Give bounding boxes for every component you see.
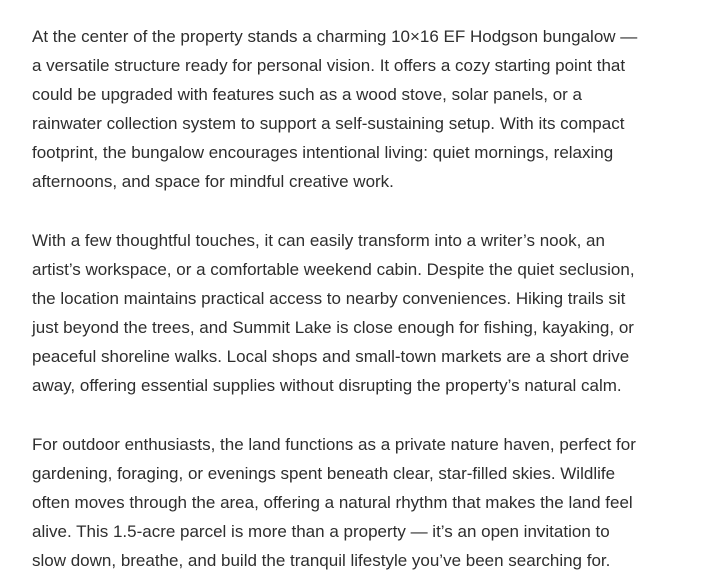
text-line: For outdoor enthusiasts, the land functions as a private nature haven, perfect for	[32, 435, 636, 454]
paragraph-bungalow	[32, 22, 692, 196]
text-line: the location maintains practical access to nearby conveniences. Hiking trails sit	[32, 289, 626, 308]
text-line: gardening, foraging, or evenings spent beneath clear, star-filled skies. Wildlife	[32, 464, 616, 483]
text-line: At the center of the property stands a charming 10×16 EF Hodgson bungalow —	[32, 27, 638, 46]
text-line: away, offering essential supplies without disrupting the property’s natural calm.	[32, 376, 622, 395]
text-line: could be upgraded with features such as a wood stove, solar panels, or a	[32, 85, 583, 104]
text-line: afternoons, and space for mindful creative work.	[32, 172, 394, 191]
article-body	[32, 22, 692, 575]
text-line: With a few thoughtful touches, it can easily transform into a writer’s nook, an	[32, 231, 605, 250]
text-line: alive. This 1.5-acre parcel is more than a property — it’s an open invitation to	[32, 522, 610, 541]
paragraph-location	[32, 226, 692, 400]
text-line: artist’s workspace, or a comfortable weekend cabin. Despite the quiet seclusion,	[32, 260, 635, 279]
text-line: a versatile structure ready for personal vision. It offers a cozy starting point that	[32, 56, 626, 75]
text-line: often moves through the area, offering a natural rhythm that makes the land feel	[32, 493, 633, 512]
paragraph-outdoors	[32, 430, 692, 575]
text-line: just beyond the trees, and Summit Lake is close enough for fishing, kayaking, or	[32, 318, 634, 337]
text-line: peaceful shoreline walks. Local shops and small-town markets are a short drive	[32, 347, 630, 366]
text-line: rainwater collection system to support a self-sustaining setup. With its compact	[32, 114, 625, 133]
text-line: slow down, breathe, and build the tranquil lifestyle you’ve been searching for.	[32, 551, 611, 570]
text-line: footprint, the bungalow encourages intentional living: quiet mornings, relaxing	[32, 143, 614, 162]
